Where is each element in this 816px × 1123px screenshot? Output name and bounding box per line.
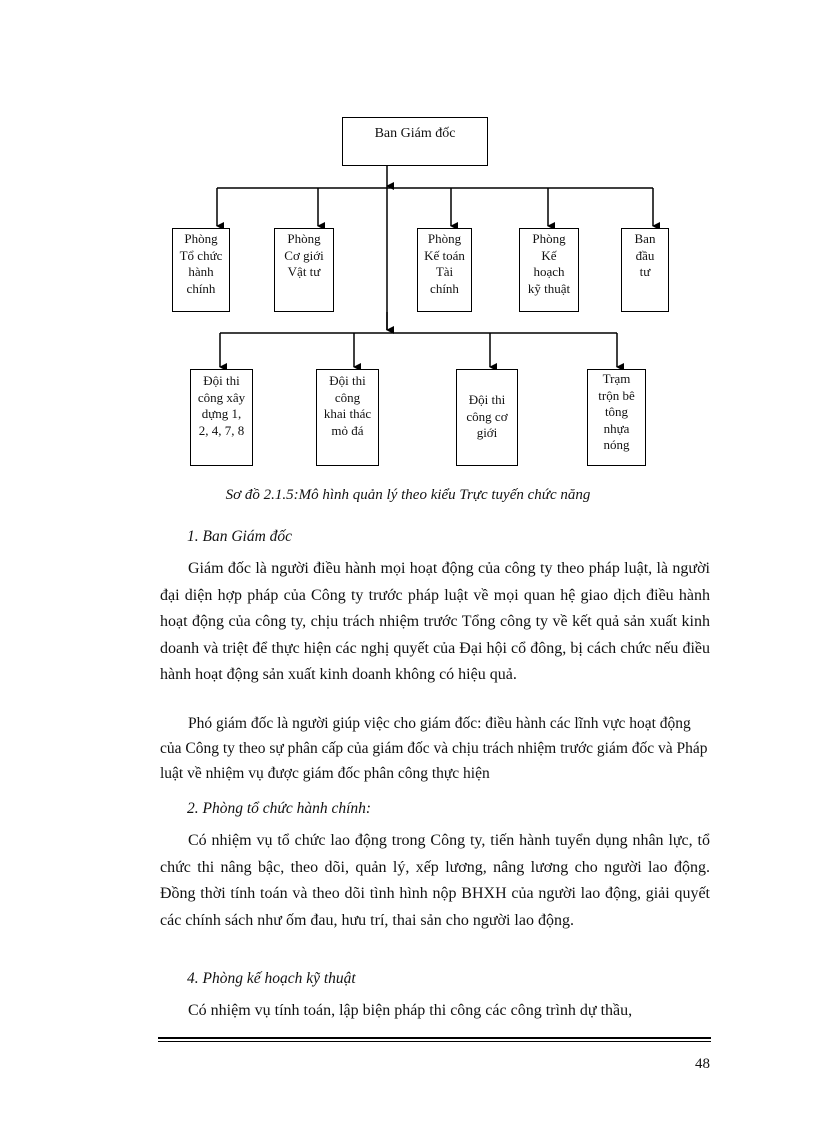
paragraph: Giám đốc là người điều hành mọi hoạt động của công ty theo pháp luật, là người đại diện hợp pháp của Công ty trước pháp luật về mọi quan hệ giao dịch điều hành hoạt động của công ty, chịu trách nhiệm trước Tổng công ty về kết quả sản xuất kinh doanh và triệt để thực hiện các nghị quyết của Đại hội cổ đông, bị cách chức nếu điều hành hoạt động sản xuất kinh doanh không có hiệu quả. <box>160 560 710 683</box>
chart-box-department: Phòng Cơ giới Vật tư <box>274 228 334 312</box>
chart-box-team: Đội thi công cơ giới <box>456 369 518 466</box>
chart-box-department: Phòng Tổ chức hành chính <box>172 228 230 312</box>
chart-box-department: Ban đầu tư <box>621 228 669 312</box>
org-chart-connectors <box>0 0 816 480</box>
section-heading: 1. Ban Giám đốc <box>187 528 293 545</box>
chart-box-top-label: Ban Giám đốc <box>374 126 456 141</box>
figure-caption: Sơ đồ 2.1.5:Mô hình quản lý theo kiểu Trực tuyến chức năng <box>225 487 591 503</box>
chart-box-department: Phòng Kế hoạch kỹ thuật <box>519 228 579 312</box>
chart-box-team: Đội thi công khai thác mỏ đá <box>316 369 379 466</box>
paragraph: Có nhiệm vụ tổ chức lao động trong Công ty, tiến hành tuyển dụng nhân lực, tổ chức thi nâng bậc, theo dõi, quản lý, xếp lương, nâng lương cho người lao động. Đồng thời tính toán và theo dõi tình hình nộp BHXH của người lao động, giải quyết các chính sách như ốm đau, hưu trí, thai sản cho người lao động. <box>160 832 710 929</box>
footer-rule <box>158 1041 711 1042</box>
section-heading: 2. Phòng tổ chức hành chính: <box>187 800 372 817</box>
paragraph: Có nhiệm vụ tính toán, lập biện pháp thi công các công trình dự thầu, <box>188 1002 633 1019</box>
footer-rule <box>158 1037 711 1039</box>
paragraph: Phó giám đốc là người giúp việc cho giám đốc: điều hành các lĩnh vực hoạt động của Công ty theo sự phân cấp của giám đốc và chịu trách nhiệm trước giám đốc và Pháp luật về nhiệm vụ được giám đốc phân công thực hiện <box>160 715 708 782</box>
chart-box-team: Trạm trộn bê tông nhựa nóng <box>587 369 646 466</box>
page-number: 48 <box>695 1056 710 1072</box>
chart-box-department: Phòng Kế toán Tài chính <box>417 228 472 312</box>
chart-box-team: Đội thi công xây dựng 1, 2, 4, 7, 8 <box>190 369 253 466</box>
chart-box-top <box>342 117 488 166</box>
section-heading: 4. Phòng kế hoạch kỹ thuật <box>187 970 356 987</box>
